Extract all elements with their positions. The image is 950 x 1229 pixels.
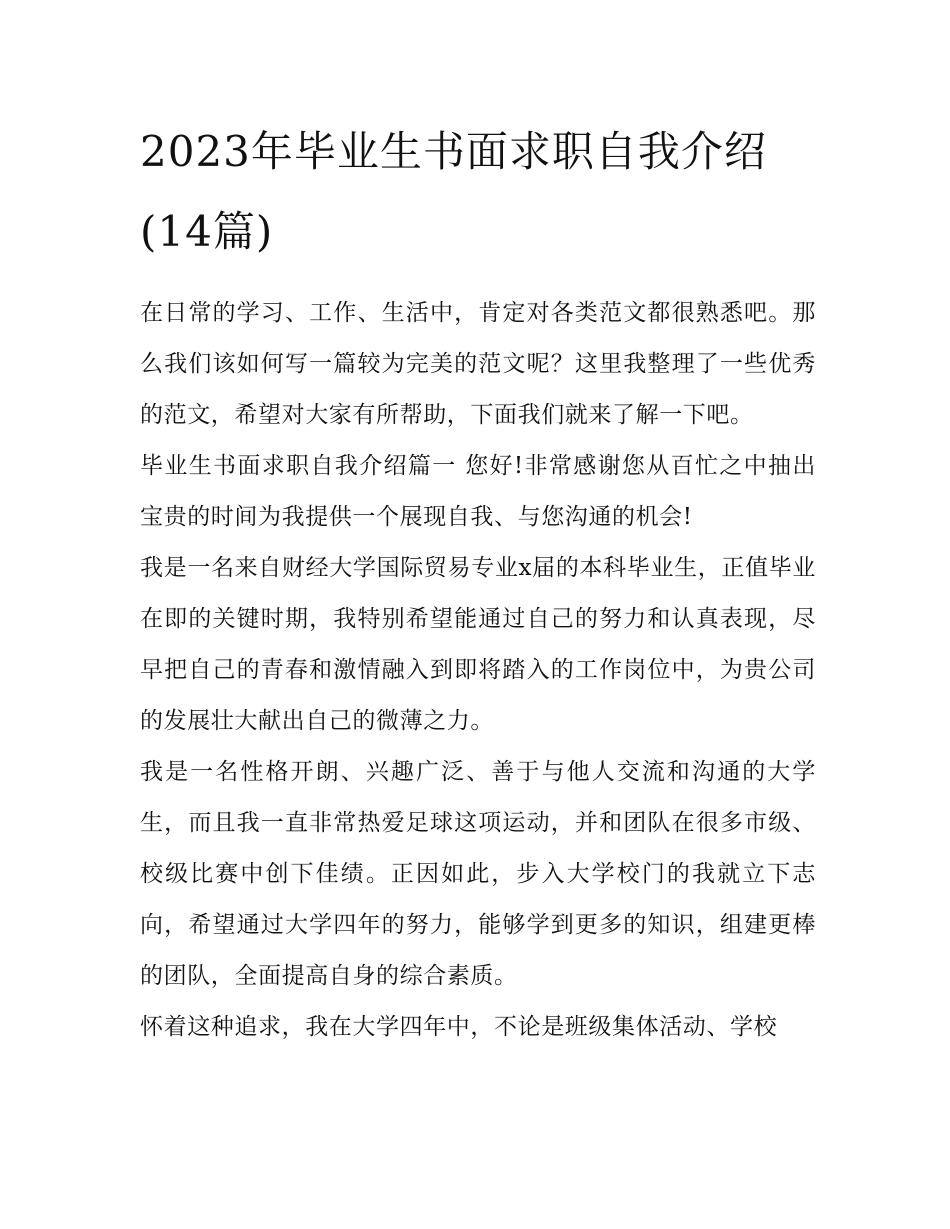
- document-body: [140, 112, 816, 1053]
- paragraph-background: 我是一名来自财经大学国际贸易专业x届的本科毕业生，正值毕业在即的关键时期，我特别希望能通过自己的努力和认真表现，尽早把自己的青春和激情融入到即将踏入的工作岗位中，为贵公司的发展壮大献出自己的微薄之力。: [140, 555, 816, 734]
- paragraph-greeting: 毕业生书面求职自我介绍篇一 您好!非常感谢您从百忙之中抽出宝贵的时间为我提供一个展现自我、与您沟通的机会!: [140, 453, 816, 530]
- paragraph-personality: 我是一名性格开朗、兴趣广泛、善于与他人交流和沟通的大学生，而且我一直非常热爱足球这项运动，并和团队在很多市级、校级比赛中创下佳绩。正因如此，步入大学校门的我就立下志向，希望通过大学四年的努力，能够学到更多的知识，组建更棒的团队，全面提高自身的综合素质。: [140, 759, 816, 989]
- paragraph-intro: 在日常的学习、工作、生活中，肯定对各类范文都很熟悉吧。那么我们该如何写一篇较为完美的范文呢？这里我整理了一些优秀的范文，希望对大家有所帮助，下面我们就来了解一下吧。: [140, 300, 816, 428]
- paragraph-pursuit: 怀着这种追求，我在大学四年中，不论是班级集体活动、学校: [140, 1014, 778, 1040]
- document-title: 2023年毕业生书面求职自我介绍(14篇): [140, 127, 767, 256]
